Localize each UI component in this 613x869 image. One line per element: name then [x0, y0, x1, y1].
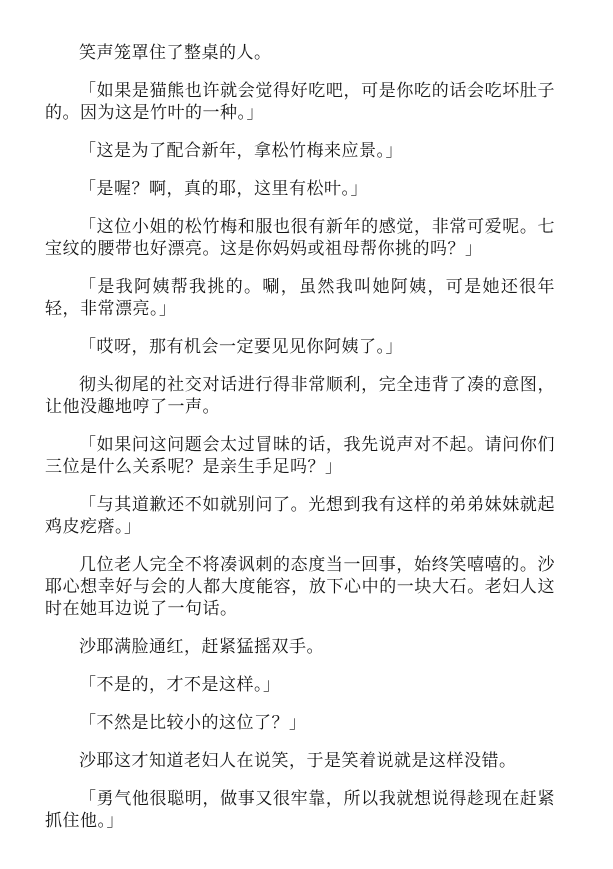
paragraph: 几位老人完全不将凑讽刺的态度当一回事，始终笑嘻嘻的。沙耶心想幸好与会的人都大度能容，放下心中的一块大石。老妇人这时在她耳边说了一句话。 — [45, 555, 555, 618]
paragraph: 「如果是猫熊也许就会觉得好吃吧，可是你吃的话会吃坏肚子的。因为这是竹叶的一种。」 — [45, 81, 555, 122]
paragraph: 「这是为了配合新年，拿松竹梅来应景。」 — [79, 141, 403, 160]
paragraph: 「这位小姐的松竹梅和服也很有新年的感觉，非常可爱呢。七宝纹的腰带也好漂亮。这是你妈妈或祖母帮你挑的吗？」 — [45, 217, 555, 258]
paragraph: 「不是的，才不是这样。」 — [79, 675, 281, 694]
paragraph: 「如果问这问题会太过冒昧的话，我先说声对不起。请问你们三位是什么关系呢？是亲生手足吗？」 — [45, 435, 555, 476]
paragraph: 「是我阿姨帮我挑的。唰，虽然我叫她阿姨，可是她还很年轻，非常漂亮。」 — [45, 277, 555, 318]
paragraph: 「是喔？啊，真的耶，这里有松叶。」 — [79, 179, 368, 198]
paragraph: 笑声笼罩住了整桌的人。 — [79, 43, 272, 62]
paragraph: 「勇气他很聪明，做事又很牢靠，所以我就想说得趁现在赶紧抓住他。」 — [45, 789, 555, 830]
paragraph: 「哎呀，那有机会一定要见见你阿姨了。」 — [79, 337, 403, 356]
paragraph: 「不然是比较小的这位了？」 — [79, 713, 307, 732]
paragraph: 沙耶满脸通红，赶紧猛摇双手。 — [79, 637, 324, 656]
paragraph: 彻头彻尾的社交对话进行得非常顺利，完全违背了凑的意图，让他没趣地哼了一声。 — [45, 375, 555, 416]
paragraph: 「与其道歉还不如就别问了。光想到我有这样的弟弟妹妹就起鸡皮疙瘩。」 — [45, 495, 555, 536]
paragraph: 沙耶这才知道老妇人在说笑，于是笑着说就是这样没错。 — [79, 751, 517, 770]
